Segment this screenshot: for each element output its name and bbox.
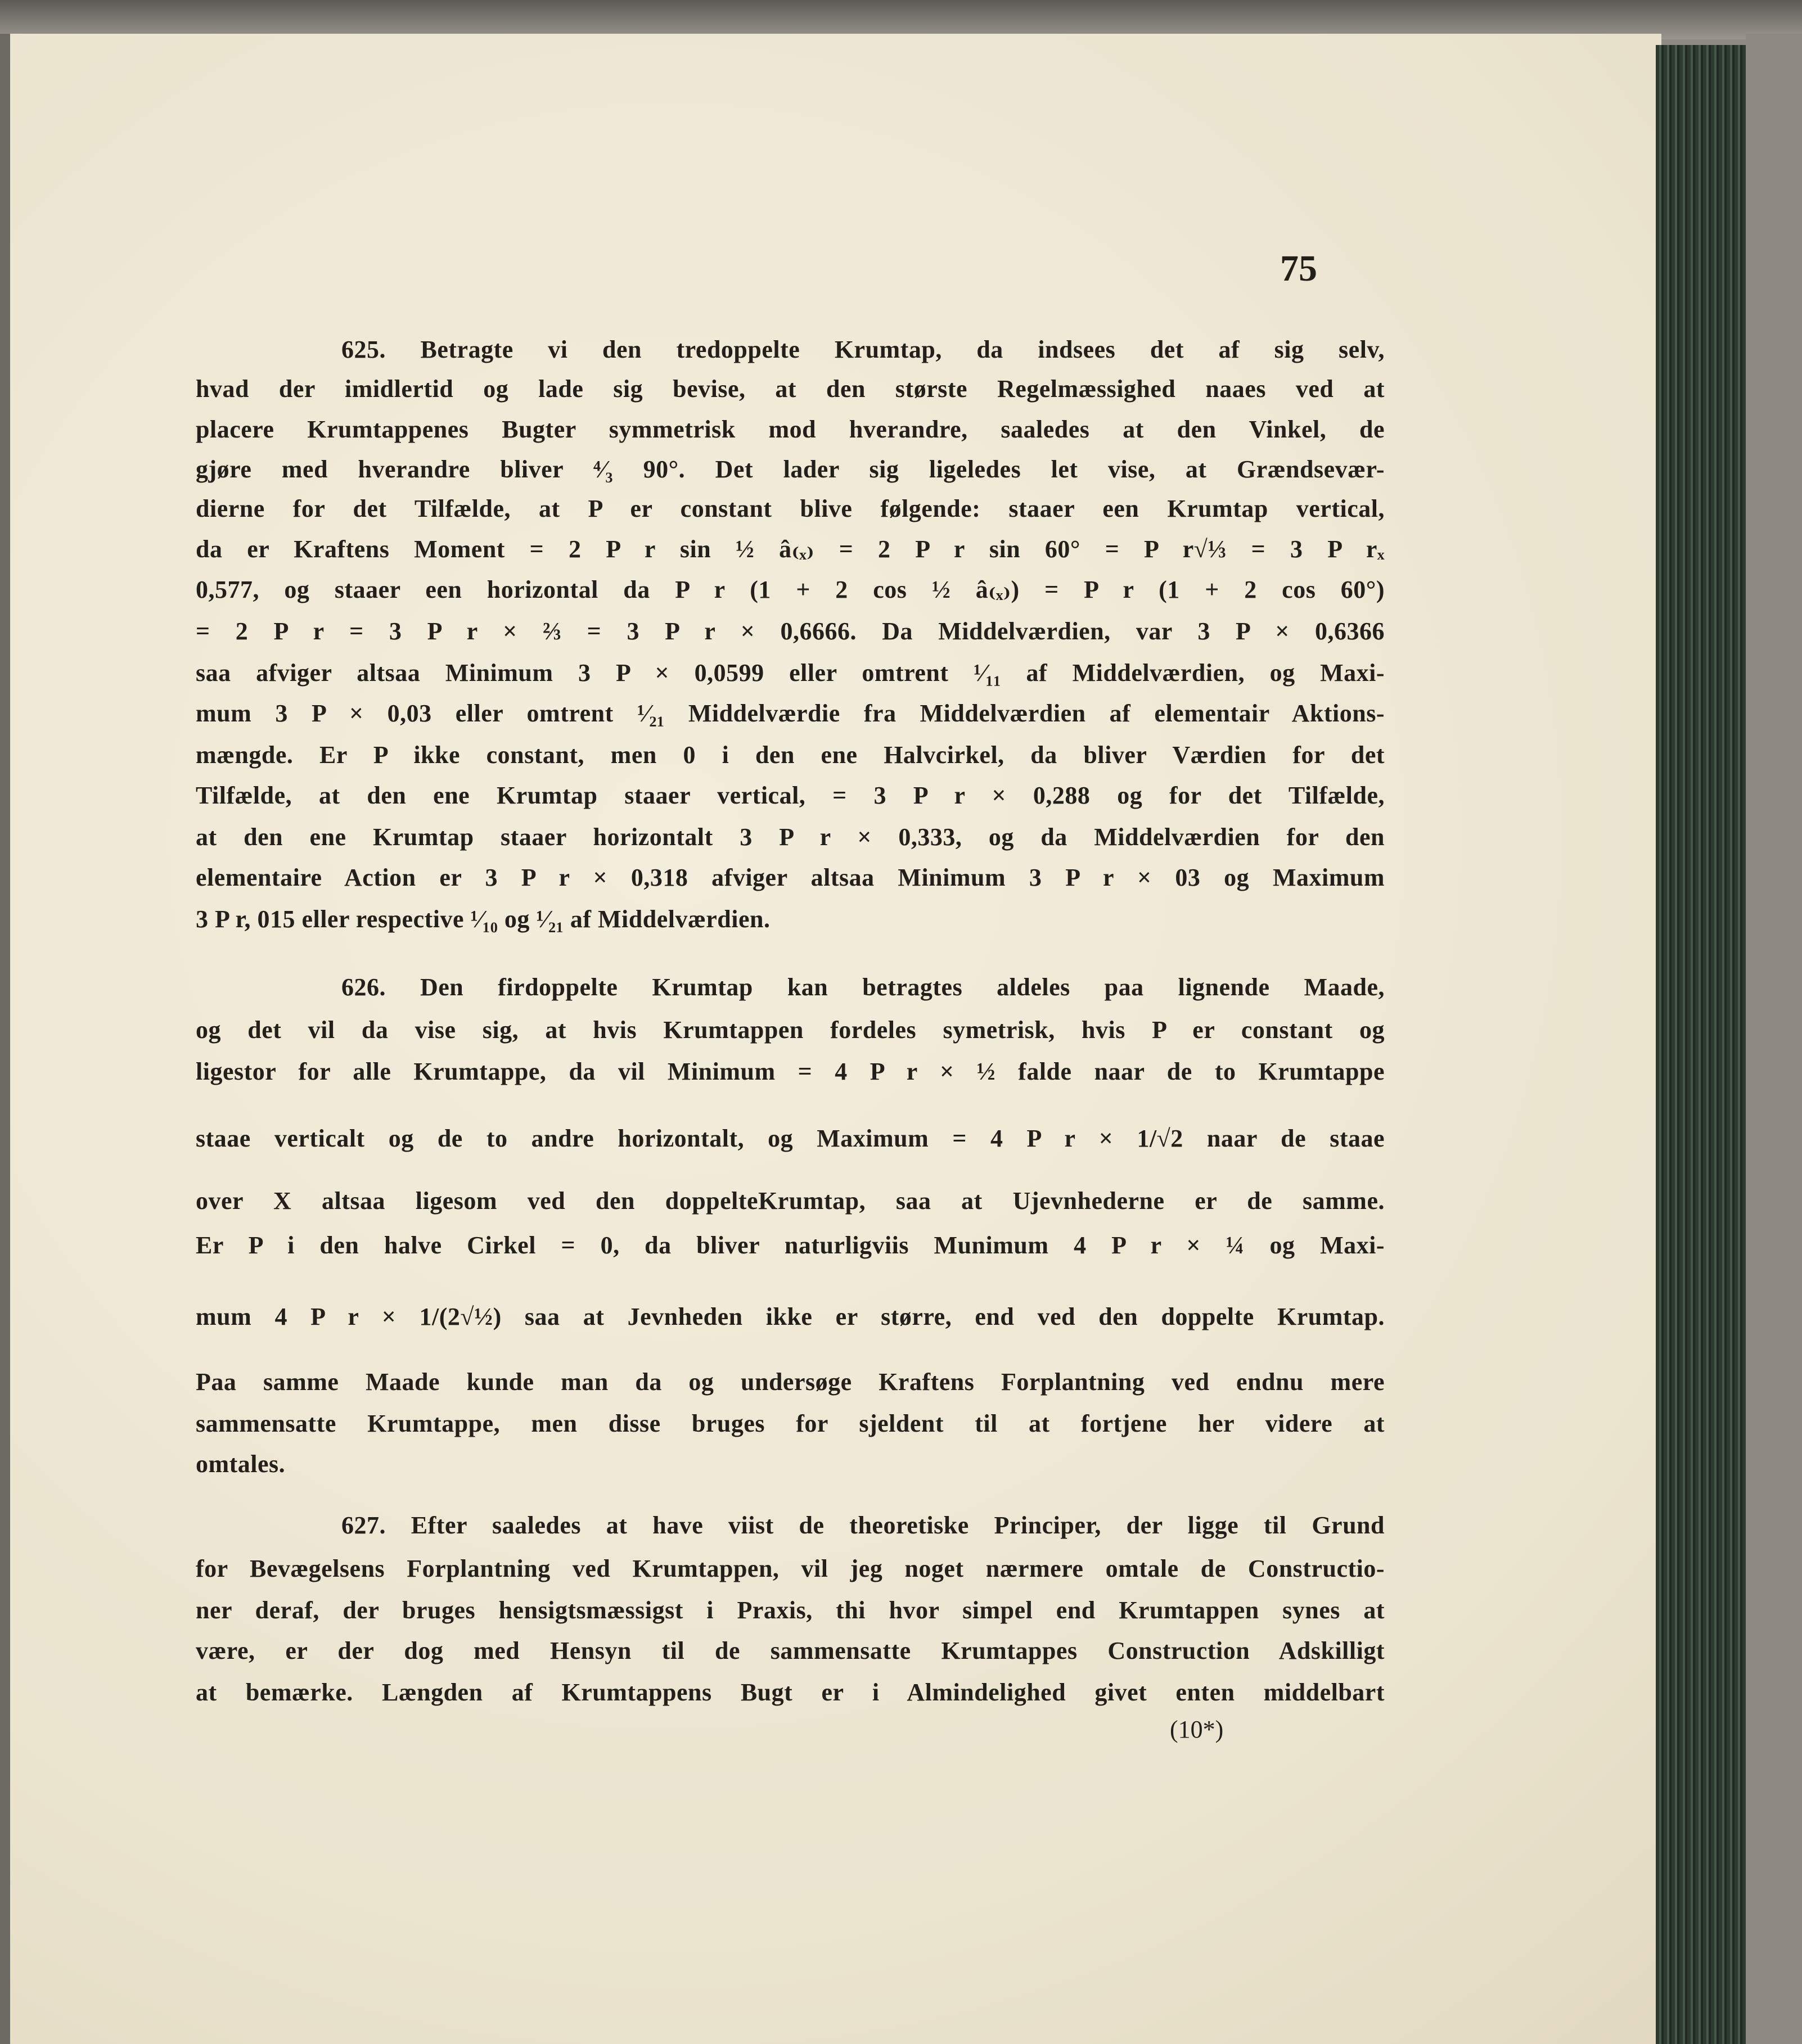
text-line: 0,577, og staaer een horizontal da P r (1 + 2 cos ½ â₍ₓ₎) = P r (1 + 2 cos 60°)	[196, 576, 1385, 603]
text-line: da er Kraftens Moment = 2 P r sin ½ â₍ₓ₎ = 2 P r sin 60° = P r√⅓ = 3 P rₓ	[196, 535, 1385, 563]
text-line: 3 P r, 015 eller respective ¹⁄₁₀ og ¹⁄₂₁ af Middelværdien.	[196, 905, 771, 933]
text-line: være, er der dog med Hensyn til de sammensatte Krumtappes Construction Adskilligt	[196, 1637, 1385, 1664]
scanner-border-left	[0, 34, 10, 2044]
text-line: saa afviger altsaa Minimum 3 P × 0,0599 eller omtrent ¹⁄₁₁ af Middelværdien, og Maxi-	[196, 659, 1385, 687]
scanner-border-right	[1746, 34, 1802, 2044]
text-line: for Bevægelsens Forplantning ved Krumtappen, vil jeg noget nærmere omtale de Constructio-	[196, 1555, 1385, 1582]
text-line: placere Krumtappenes Bugter symmetrisk mod hverandre, saaledes at den Vinkel, de	[196, 416, 1385, 443]
text-line: dierne for det Tilfælde, at P er constant blive følgende: staaer een Krumtap vertical,	[196, 495, 1385, 522]
text-line: mum 4 P r × 1/(2√½) saa at Jevnheden ikke er større, end ved den doppelte Krumtap.	[196, 1303, 1385, 1330]
text-line: elementaire Action er 3 P r × 0,318 afviger altsaa Minimum 3 P r × 03 og Maximum	[196, 864, 1385, 891]
text-line: = 2 P r = 3 P r × ⅔ = 3 P r × 0,6666. Da Middelværdien, var 3 P × 0,6366	[196, 617, 1385, 645]
text-line: mængde. Er P ikke constant, men 0 i den ene Halvcirkel, da bliver Værdien for det	[196, 741, 1385, 769]
text-line: over X altsaa ligesom ved den doppelteKrumtap, saa at Ujevnhederne er de samme.	[196, 1187, 1385, 1215]
text-line: staae verticalt og de to andre horizontalt, og Maximum = 4 P r × 1/√2 naar de staae	[196, 1125, 1385, 1152]
text-line: ligestor for alle Krumtappe, da vil Minimum = 4 P r × ½ falde naar de to Krumtappe	[196, 1058, 1385, 1085]
text-line: omtales.	[196, 1450, 286, 1478]
signature-mark: (10*)	[1170, 1716, 1224, 1743]
text-line: gjøre med hverandre bliver ⁴⁄₃ 90°. Det lader sig ligeledes let vise, at Grændsevær-	[196, 455, 1385, 483]
text-line: Tilfælde, at den ene Krumtap staaer vertical, = 3 P r × 0,288 og for det Tilfælde,	[196, 782, 1385, 809]
text-line: hvad der imidlertid og lade sig bevise, at den største Regelmæssighed naaes ved at	[196, 375, 1385, 403]
book-page-edges	[1656, 45, 1746, 2044]
text-line: Er P i den halve Cirkel = 0, da bliver naturligviis Munimum 4 P r × ¼ og Maxi-	[196, 1231, 1385, 1259]
paragraph-627-first-line: 627. Efter saaledes at have viist de theoretiske Principer, der ligge til Grund	[341, 1511, 1385, 1539]
page-number: 75	[1280, 248, 1317, 289]
text-line: ner deraf, der bruges hensigtsmæssigst i Praxis, thi hvor simpel end Krumtappen synes at	[196, 1596, 1385, 1624]
text-line: Paa samme Maade kunde man da og undersøge Kraftens Forplantning ved endnu mere	[196, 1368, 1385, 1396]
text-line: at bemærke. Længden af Krumtappens Bugt er i Almindelighed givet enten middelbart	[196, 1678, 1385, 1706]
text-line: sammensatte Krumtappe, men disse bruges for sjeldent til at fortjene her videre at	[196, 1410, 1385, 1437]
text-line: at den ene Krumtap staaer horizontalt 3 P r × 0,333, og da Middelværdien for den	[196, 823, 1385, 851]
text-line: og det vil da vise sig, at hvis Krumtappen fordeles symetrisk, hvis P er constant og	[196, 1016, 1385, 1044]
paragraph-625-first-line: 625. Betragte vi den tredoppelte Krumtap, da indsees det af sig selv,	[341, 336, 1385, 363]
paragraph-626-first-line: 626. Den firdoppelte Krumtap kan betragtes aldeles paa lignende Maade,	[341, 973, 1385, 1001]
text-line: mum 3 P × 0,03 eller omtrent ¹⁄₂₁ Middelværdie fra Middelværdien af elementair Aktions-	[196, 700, 1385, 727]
